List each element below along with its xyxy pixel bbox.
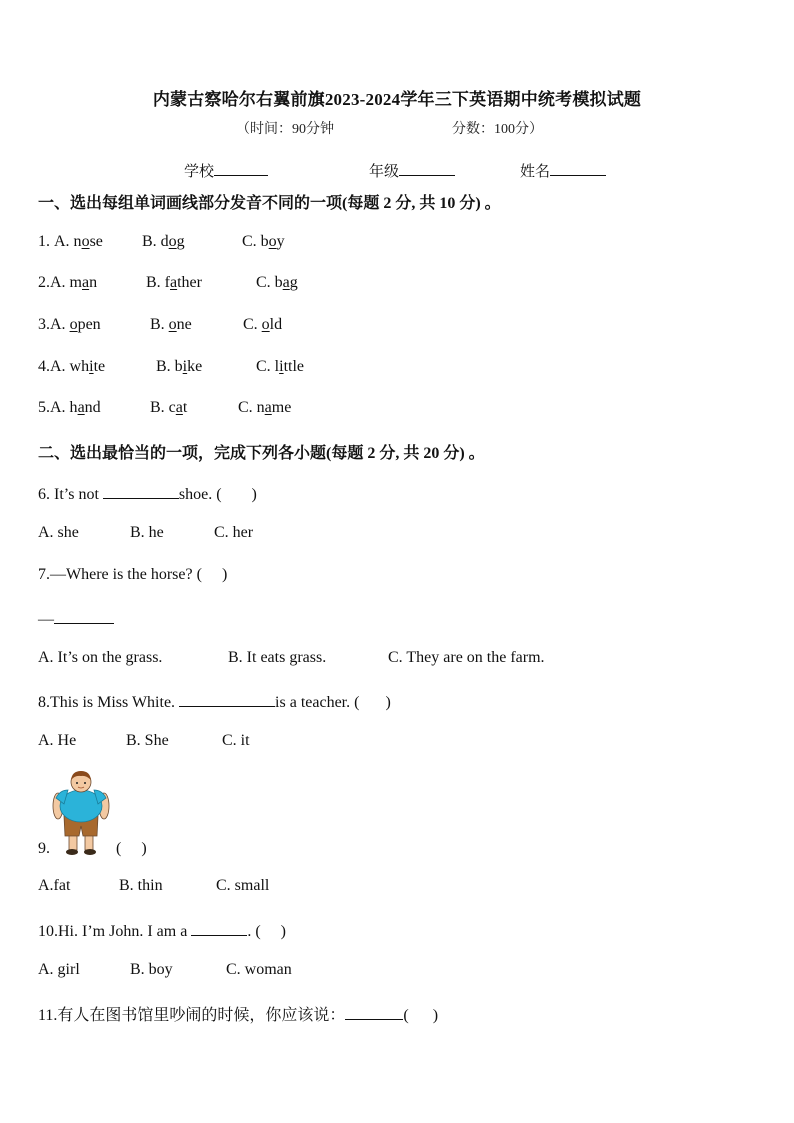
answer-blank[interactable]	[191, 919, 247, 936]
exam-time: （时间：90分钟	[236, 122, 334, 137]
section-2-heading: 二、选出最恰当的一项，完成下列各小题(每题 2 分, 共 20 分) 。	[38, 445, 485, 462]
option-c[interactable]: C. boy	[242, 233, 285, 250]
option-b[interactable]: B. She	[126, 732, 169, 749]
question-stem: 7.—Where is the horse? (	[38, 566, 202, 583]
option-a[interactable]: A. open	[50, 316, 101, 333]
grade-field[interactable]	[369, 160, 455, 181]
option-a[interactable]: A. He	[38, 732, 77, 749]
option-c[interactable]: C. little	[256, 358, 305, 375]
paren-close: )	[141, 840, 147, 857]
option-a[interactable]: A. girl	[38, 961, 80, 978]
right-eye	[84, 782, 86, 784]
question-number: 4.	[38, 358, 50, 375]
option-a[interactable]: A. nose	[54, 233, 103, 250]
question-stem: 6. It’s not	[38, 486, 103, 503]
option-b[interactable]: B. one	[150, 316, 192, 333]
option-a[interactable]: A. she	[38, 524, 79, 541]
question-7	[38, 566, 227, 584]
option-c[interactable]: C. bag	[256, 274, 298, 291]
question-7-answer-line	[38, 607, 114, 629]
question-number: 5.	[38, 399, 50, 416]
option-b[interactable]: B. thin	[119, 877, 163, 894]
question-8	[38, 690, 391, 712]
name-blank[interactable]	[550, 160, 606, 176]
question-stem: 11.有人在图书馆里吵闹的时候，你应该说：	[38, 1007, 346, 1024]
option-b[interactable]: B. he	[130, 524, 164, 541]
dash: —	[38, 611, 54, 628]
option-c[interactable]: C. old	[243, 316, 283, 333]
page-title: 内蒙古察哈尔右翼前旗2023-2024学年三下英语期中统考模拟试题	[152, 90, 642, 109]
question-8-options	[38, 732, 250, 750]
option-a[interactable]: A. hand	[50, 399, 101, 416]
option-a[interactable]: A. It’s on the grass.	[38, 649, 163, 666]
question-stem-end: shoe. (	[178, 486, 222, 503]
question-stem-end: . (	[247, 923, 261, 940]
question-number: 3.	[38, 316, 50, 333]
paren-close: )	[221, 566, 228, 583]
answer-blank[interactable]	[103, 482, 179, 499]
school-field[interactable]	[184, 160, 268, 181]
left-eye	[76, 782, 78, 784]
answer-blank[interactable]	[345, 1003, 403, 1020]
question-stem: 10.Hi. I’m John. I am a	[38, 923, 192, 940]
option-b[interactable]: B. father	[146, 274, 202, 291]
paren-open: (	[403, 1007, 409, 1024]
question-6	[38, 482, 257, 504]
question-9	[38, 840, 147, 858]
grade-blank[interactable]	[399, 160, 455, 176]
question-stem: 8.This is Miss White.	[38, 694, 180, 711]
answer-blank[interactable]	[179, 690, 275, 707]
question-7-options	[38, 649, 545, 667]
question-10-options	[38, 961, 292, 979]
option-a[interactable]: A. white	[50, 358, 106, 375]
option-c[interactable]: C. it	[222, 732, 250, 749]
paren-close: )	[385, 694, 391, 711]
question-number: 1.	[38, 233, 50, 250]
option-c[interactable]: C. small	[216, 877, 270, 894]
option-a[interactable]: A. man	[50, 274, 98, 291]
question-5	[38, 399, 291, 417]
question-4	[38, 358, 304, 376]
question-6-options	[38, 524, 253, 542]
option-a[interactable]: A.fat	[38, 877, 71, 894]
school-label: 学校	[184, 164, 215, 180]
question-1	[38, 233, 285, 251]
question-stem-end: is a teacher. (	[275, 694, 360, 711]
option-b[interactable]: B. cat	[150, 399, 188, 416]
answer-blank[interactable]	[54, 607, 114, 624]
question-11	[38, 1002, 438, 1025]
option-c[interactable]: C. name	[238, 399, 292, 416]
option-b[interactable]: B. It eats grass.	[228, 649, 327, 666]
question-9-options	[38, 877, 269, 895]
option-c[interactable]: C. her	[214, 524, 254, 541]
question-10	[38, 919, 286, 941]
question-3	[38, 316, 282, 334]
option-c[interactable]: C. They are on the farm.	[388, 649, 545, 666]
question-number: 2.	[38, 274, 50, 291]
school-blank[interactable]	[214, 160, 268, 176]
question-2	[38, 274, 298, 292]
question-number: 9.	[38, 840, 50, 857]
paren-close: )	[432, 1007, 439, 1024]
option-c[interactable]: C. woman	[226, 961, 292, 978]
section-1-heading: 一、选出每组单词画线部分发音不同的一项(每题 2 分, 共 10 分) 。	[38, 195, 501, 212]
paren-open: (	[116, 840, 122, 857]
name-field[interactable]	[520, 160, 606, 181]
grade-label: 年级	[369, 164, 400, 180]
name-label: 姓名	[520, 164, 551, 180]
paren-close: )	[280, 923, 286, 940]
paren-close: )	[251, 486, 257, 503]
option-b[interactable]: B. dog	[142, 233, 185, 250]
option-b[interactable]: B. bike	[156, 358, 203, 375]
option-b[interactable]: B. boy	[130, 961, 173, 978]
exam-score: 分数：100分）	[452, 122, 543, 137]
